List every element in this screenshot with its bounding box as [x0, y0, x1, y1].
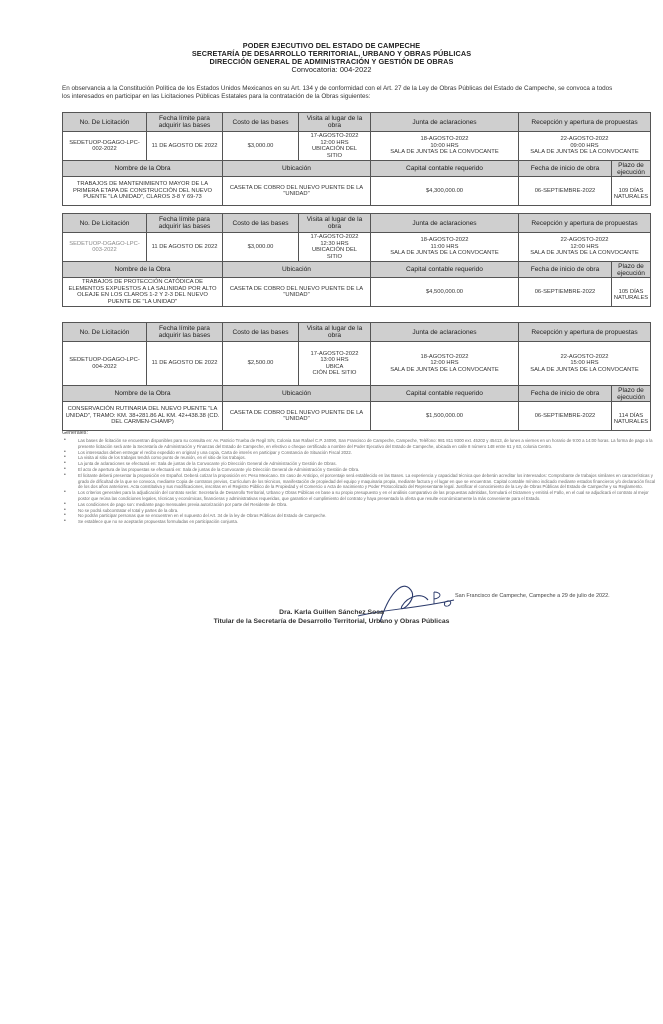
nombre-obra-value: CONSERVACIÓN RUTINARIA DEL NUEVO PUENTE "LA UNIDAD", TRAMO: KM. 38+281.86 AL KM. 42+438.38 (CD. DEL CARMEN-CHAMP): [63, 402, 223, 431]
bullet-icon: •: [64, 454, 66, 461]
general-note-text: No se podrá subcontratar el total y partes de la obra.: [78, 507, 179, 513]
header-fecha-inicio: Fecha de inicio de obra: [519, 161, 612, 176]
numero-licitacion: SEDETUOP-DGAGO-LPC-003-2022: [63, 233, 147, 262]
visita-obra-value-line: CIÓN DEL SITIO: [312, 370, 357, 376]
nombre-obra-value: TRABAJOS DE PROTECCIÓN CATÓDICA DE ELEMENTOS EXPUESTOS A LA SALINIDAD POR ALTO OLEAJE EN LOS CLAROS 1-2 Y 2-3 DEL NUEVO PUENTE DE "LA UNIDAD": [63, 278, 223, 307]
header-nombre-obra: Nombre de la Obra: [63, 161, 223, 177]
general-note-text: Las bases de licitación se encuentran disponibles para su consulta en: Av. Patricio Trueba de Regil S/N, Colonia San Rafael C.P. 24090, San Francisco de Campeche, Campeche, Teléfono: 981 811 9300 ext. 45202 y 45413, de lunes a viernes en un horario de 9:00 a 14:00 horas. La forma de pago a la presente licitación será ante la Secretaría de Administración y Finanzas del Estado de Campeche, en efectivo o cheque certificado a nombre del Poder Ejecutivo del Estado de Campeche, ubicada en calle 8 número 148 entre 61 y 63, colonia Centro.: [78, 438, 653, 449]
header-fecha-limite: Fecha límite para adquirir las bases: [147, 113, 223, 132]
header-fecha-limite: Fecha límite para adquirir las bases: [147, 323, 223, 342]
header-fecha-inicio: Fecha de inicio de obra: [519, 386, 612, 401]
costo-bases-value: $3,000.00: [223, 233, 299, 262]
junta-aclaraciones-value: [371, 132, 519, 161]
junta-aclaraciones-value-line: 12:00 HRS: [430, 360, 459, 367]
generales-title: Generales:: [62, 430, 88, 436]
header-capital-contable: Capital contable requerido: [371, 161, 519, 177]
general-note: [62, 519, 657, 525]
costo-bases-value: $2,500.00: [223, 342, 299, 386]
recepcion-propuestas-value: [519, 233, 651, 262]
bullet-icon: •: [64, 437, 66, 443]
visita-obra-value-line: UBICA: [325, 363, 344, 370]
fecha-limite-value: 11 DE AGOSTO DE 2022: [147, 342, 223, 386]
general-note-text: Se establece que no se aceptarán propuestas formuladas en participación conjunta.: [78, 519, 239, 525]
signer-name: Dra. Karla Guillen Sánchez Sosa: [279, 609, 384, 616]
ubicacion-value: CASETA DE COBRO DEL NUEVO PUENTE DE LA "UNIDAD": [223, 278, 371, 307]
header-nombre-obra: Nombre de la Obra: [63, 262, 223, 278]
plazo-ejecucion-value: [612, 283, 650, 302]
junta-aclaraciones-value-line: SALA DE JUNTAS DE LA CONVOCANTE: [390, 366, 499, 373]
bullet-icon: •: [64, 518, 66, 525]
header-capital-contable: Capital contable requerido: [371, 262, 519, 278]
convocatoria-number: Convocatoria: 004-2022: [291, 65, 372, 74]
recepcion-propuestas-value-line: SALA DE JUNTAS DE LA CONVOCANTE: [530, 250, 639, 257]
plazo-line: NATURALES: [613, 194, 649, 200]
header-junta-aclaraciones: Junta de aclaraciones: [371, 113, 519, 132]
general-note-text: No podrán participar personas que se encuentren en el supuesto del Art. 34 de la ley de Obras Públicas del Estado de Campeche.: [78, 513, 327, 519]
recepcion-propuestas-value-line: 22-AGOSTO-2022: [560, 353, 609, 360]
fecha-limite-value: 11 DE AGOSTO DE 2022: [147, 233, 223, 262]
numero-licitacion: SEDETUOP-DGAGO-LPC-004-2022: [63, 342, 147, 386]
header-plazo-ejecucion: Plazo de ejecución: [617, 386, 645, 401]
bullet-icon: •: [64, 471, 66, 478]
visita-obra-value-line: 17-AGOSTO-2022: [310, 234, 359, 240]
header-no-licitacion: No. De Licitación: [63, 214, 147, 233]
header-fecha-inicio: Fecha de inicio de obra: [519, 262, 612, 277]
header-no-licitacion: No. De Licitación: [63, 323, 147, 342]
header-ubicacion: Ubicación: [223, 262, 371, 278]
recepcion-propuestas-value-line: SALA DE JUNTAS DE LA CONVOCANTE: [530, 149, 639, 156]
header-no-licitacion: No. De Licitación: [63, 113, 147, 132]
recepcion-propuestas-value: [519, 132, 651, 161]
plazo-ejecucion-value: [612, 182, 650, 201]
junta-aclaraciones-value-line: 11:00 HRS: [430, 243, 459, 250]
header-inicio-plazo: [519, 386, 651, 402]
plazo-line: 109 DÍAS: [618, 187, 644, 194]
visita-obra-value-line: 17-AGOSTO-2022: [310, 133, 359, 139]
visita-obra-value-line: UBICACIÓN DEL: [311, 247, 358, 253]
header-fecha-limite: Fecha límite para adquirir las bases: [147, 214, 223, 233]
fecha-limite-value: 11 DE AGOSTO DE 2022: [147, 132, 223, 161]
header-ubicacion: Ubicación: [223, 161, 371, 177]
header-line-3: DIRECCIÓN GENERAL DE ADMINISTRACIÓN Y GESTIÓN DE OBRAS: [209, 57, 454, 66]
junta-aclaraciones-value-line: SALA DE JUNTAS DE LA CONVOCANTE: [390, 250, 499, 257]
junta-aclaraciones-value-line: 18-AGOSTO-2022: [420, 353, 469, 360]
ubicacion-value: CASETA DE COBRO DEL NUEVO PUENTE DE LA "UNIDAD": [223, 177, 371, 206]
general-note: [62, 490, 657, 502]
header-recepcion-propuestas: Recepción y apertura de propuestas: [519, 323, 651, 342]
general-note-text: La visita al sitio de los trabajos tendrá como punto de reunión, en el sitio de los trabajos.: [78, 455, 246, 461]
visita-obra-value: [299, 132, 371, 161]
bullet-icon: •: [64, 506, 66, 513]
bullet-icon: •: [64, 500, 66, 507]
nombre-obra-value: TRABAJOS DE MANTENIMIENTO MAYOR DE LA PRIMERA ETAPA DE CONSTRUCCIÓN DEL NUEVO PUENTE "LA UNIDAD", CLAROS 3-8 Y 69-73: [63, 177, 223, 206]
capital-contable-value: $4,500,000.00: [371, 278, 519, 307]
junta-aclaraciones-value: [371, 233, 519, 262]
signer-title: Titular de la Secretaría de Desarrollo Territorial, Urbano y Obras Públicas: [213, 618, 450, 625]
place-date: San Francisco de Campeche, Campeche a 29 de julio de 2022.: [455, 593, 610, 599]
visita-obra-value: [299, 342, 371, 386]
header-junta-aclaraciones: Junta de aclaraciones: [371, 214, 519, 233]
recepcion-propuestas-value: [519, 342, 651, 386]
licitacion-table: [62, 213, 651, 307]
recepcion-propuestas-value-line: 15:00 HRS: [570, 360, 599, 367]
header-line-1: PODER EJECUTIVO DEL ESTADO DE CAMPECHE: [242, 41, 421, 50]
visita-obra-value-line: SITIO: [326, 253, 343, 260]
general-note-text: Las condiciones de pago son: mediante pago mensuales previa autorización por parte del Residente de Obra.: [78, 501, 288, 507]
general-notes-list: [62, 438, 657, 525]
visita-obra-value-line: UBICACIÓN DEL: [311, 146, 358, 152]
header-junta-aclaraciones: Junta de aclaraciones: [371, 323, 519, 342]
header-visita-obra: Visita al lugar de la obra: [299, 214, 371, 233]
header-plazo-ejecucion: Plazo de ejecución: [617, 262, 645, 277]
header-line-2: SECRETARÍA DE DESARROLLO TERRITORIAL, URBANO Y OBRAS PÚBLICAS: [191, 49, 472, 58]
junta-aclaraciones-value: [371, 342, 519, 386]
bullet-icon: •: [64, 460, 66, 467]
inicio-plazo-values: [519, 402, 651, 431]
plazo-line: NATURALES: [613, 295, 649, 301]
recepcion-propuestas-value-line: 22-AGOSTO-2022: [560, 237, 609, 244]
ubicacion-value: CASETA DE COBRO DEL NUEVO PUENTE DE LA "UNIDAD": [223, 402, 371, 431]
visita-obra-value-line: SITIO: [326, 152, 343, 159]
plazo-ejecucion-value: [612, 407, 650, 426]
general-note: [62, 473, 657, 490]
junta-aclaraciones-value-line: SALA DE JUNTAS DE LA CONVOCANTE: [390, 149, 499, 156]
general-note-text: El licitante deberá presentar la proposición en Español. Deberá cotizar la proposición en: Peso Mexicano. En caso de Anticipo, el porcentaje será establecido en las Bases. La experiencia y capacidad técnica que deberán acreditar los interesados: Comprobante de trabajos similares en características y grado de dificultad de la que se convoca, mediante Copia de contratos previos, Currículum de los técnicos, manifestación de propiedad del equipo y maquinaria propia, mediante factura y el lugar en que se encuentran. Capital contable mínimo indicado mediante estados financieros y/o declaración fiscal de los dos años anteriores. Acta constitutiva y sus modificaciones, inscritas en el Registro Público de la Propiedad y el Comercio o Acta de nacimiento y Poder Protocolizado del Representante legal. Justificar el conocimiento de la Ley de Obras Públicas del Estado de Campeche y su Reglamento.: [78, 472, 656, 490]
general-note: [62, 438, 657, 450]
licitacion-table: [62, 112, 651, 206]
visita-obra-value-line: 17-AGOSTO-2022: [310, 350, 359, 357]
header-costo-bases: Costo de las bases: [223, 214, 299, 233]
capital-contable-value: $4,300,000.00: [371, 177, 519, 206]
general-note-text: Los criterios generales para la adjudicación del contrato serán: Secretaría de Desarrollo Territorial, Urbano y Obras Públicas en base a su propio presupuesto y en el análisis comparativo de las propuestas admitidas, formulará el Dictamen y emitirá el Fallo, en el cual se adjudicará el contrato al mejor postor que reúna las condiciones legales, técnicas y económicas, financieras y administrativas requeridas, que garantice el cumplimiento del contrato y haya presentado la oferta que resulte económicamente la más conveniente para el Estado.: [78, 490, 649, 501]
header-capital-contable: Capital contable requerido: [371, 386, 519, 402]
bullet-icon: •: [64, 489, 66, 496]
licitacion-table: [62, 322, 651, 431]
inicio-plazo-values: [519, 278, 651, 307]
header-nombre-obra: Nombre de la Obra: [63, 386, 223, 402]
costo-bases-value: $3,000.00: [223, 132, 299, 161]
visita-obra-value: [299, 233, 371, 262]
recepcion-propuestas-value-line: 12:00 HRS: [570, 243, 599, 250]
bullet-icon: •: [64, 448, 66, 455]
recepcion-propuestas-value-line: SALA DE JUNTAS DE LA CONVOCANTE: [530, 366, 639, 373]
capital-contable-value: $1,500,000.00: [371, 402, 519, 431]
fecha-inicio-value: 06-SEPTIEMBRE-2022: [519, 278, 612, 306]
inicio-plazo-values: [519, 177, 651, 206]
plazo-line: 105 DÍAS: [618, 288, 644, 295]
general-note-text: La junta de aclaraciones se efectuará en: Sala de juntas de la Convocante y/o Dirección General de Administración y Gestión de Obras.: [78, 461, 337, 467]
bullet-icon: •: [64, 512, 66, 519]
junta-aclaraciones-value-line: 18-AGOSTO-2022: [420, 136, 469, 143]
header-inicio-plazo: [519, 161, 651, 177]
recepcion-propuestas-value-line: 09:00 HRS: [570, 142, 599, 149]
plazo-line: 114 DÍAS: [618, 412, 644, 419]
plazo-line: NATURALES: [613, 419, 649, 425]
fecha-inicio-value: 06-SEPTIEMBRE-2022: [519, 402, 612, 430]
visita-obra-value-line: 12:30 HRS: [320, 240, 349, 247]
header-recepcion-propuestas: Recepción y apertura de propuestas: [519, 214, 651, 233]
bullet-icon: •: [64, 465, 66, 472]
visita-obra-value-line: 13:00 HRS: [320, 357, 349, 363]
header-visita-obra: Visita al lugar de la obra: [299, 113, 371, 132]
header-ubicacion: Ubicación: [223, 386, 371, 402]
header-costo-bases: Costo de las bases: [223, 113, 299, 132]
recepcion-propuestas-value-line: 22-AGOSTO-2022: [560, 136, 609, 143]
junta-aclaraciones-value-line: 10:00 HRS: [430, 142, 459, 149]
header-visita-obra: Visita al lugar de la obra: [299, 323, 371, 342]
numero-licitacion: SEDETUOP-DGAGO-LPC-002-2022: [63, 132, 147, 161]
header-recepcion-propuestas: Recepción y apertura de propuestas: [519, 113, 651, 132]
header-inicio-plazo: [519, 262, 651, 278]
header-costo-bases: Costo de las bases: [223, 323, 299, 342]
junta-aclaraciones-value-line: 18-AGOSTO-2022: [420, 237, 469, 244]
visita-obra-value-line: 12:00 HRS: [320, 139, 349, 146]
header-plazo-ejecucion: Plazo de ejecución: [617, 161, 645, 176]
general-note-text: Los interesados deben entregar el recibo expedido en original y una copia, Carta de interés en participar y Constancia de Situación Fiscal 2022.: [78, 449, 352, 455]
general-note-text: El acto de apertura de las propuestas se efectuará en: Sala de juntas de la Convocante y/o Dirección General de Administración y Gestión de Obra.: [78, 466, 360, 472]
fecha-inicio-value: 06-SEPTIEMBRE-2022: [519, 177, 612, 205]
intro-paragraph: En observancia a la Constitución Política de los Estados Unidos Mexicanos en su Art. 134 y de conformidad con el Art. 27 de la Ley de Obras Públicas del Estado de Campeche, se convoca a todos los interesados en participar en las Licitaciones Públicas Estatales para la contratación de la Obras siguientes:: [62, 85, 613, 100]
